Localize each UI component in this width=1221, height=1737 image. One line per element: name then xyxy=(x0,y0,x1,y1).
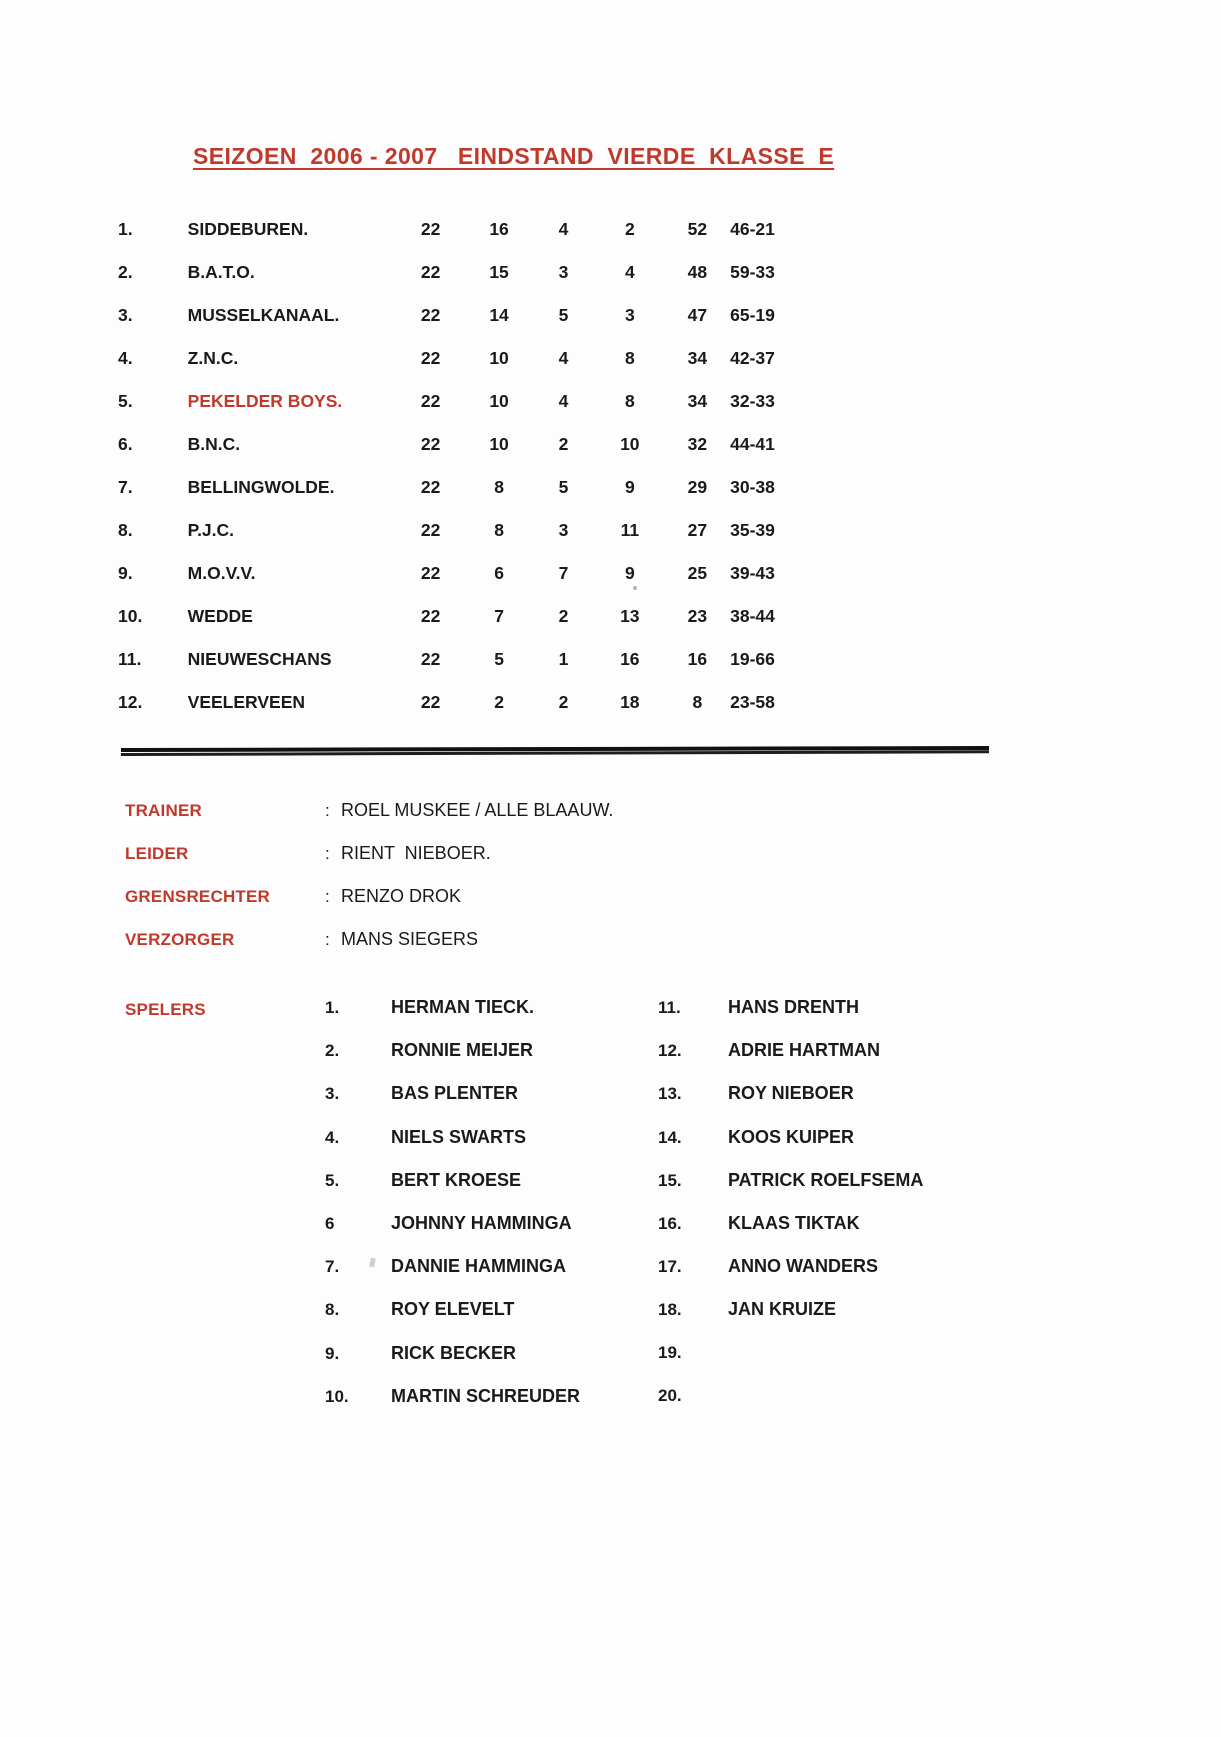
standings-won: 6 xyxy=(494,563,504,583)
table-row xyxy=(118,294,818,337)
list-item xyxy=(325,1170,580,1213)
standings-lost: 9 xyxy=(624,563,635,583)
standings-points: 52 xyxy=(687,219,708,239)
table-row xyxy=(118,638,818,681)
list-item xyxy=(325,1213,580,1256)
list-item xyxy=(325,1256,580,1299)
standings-won: 15 xyxy=(489,262,509,282)
standings-lost: 18 xyxy=(620,692,640,712)
player-number: 18. xyxy=(658,1300,682,1320)
player-number: 11. xyxy=(658,998,681,1017)
staff-role-label: VERZORGER xyxy=(125,930,235,949)
standings-team: WEDDE xyxy=(187,606,253,626)
standings-lost: 4 xyxy=(624,262,635,282)
standings-won: 8 xyxy=(494,520,504,540)
standings-goals: 42-37 xyxy=(730,348,775,368)
standings-drawn: 4 xyxy=(558,219,569,239)
standings-goals: 23-58 xyxy=(730,692,775,712)
standings-drawn: 4 xyxy=(558,348,569,368)
player-number: 20. xyxy=(658,1385,682,1405)
staff-colon: : xyxy=(325,844,330,863)
standings-won: 10 xyxy=(489,434,509,454)
standings-points: 23 xyxy=(687,606,708,626)
players-column-right xyxy=(658,997,923,1429)
table-row xyxy=(118,380,818,423)
page-title: SEIZOEN 2006 - 2007 EINDSTAND VIERDE KLASSE E xyxy=(193,143,835,169)
player-name: KLAAS TIKTAK xyxy=(728,1212,860,1233)
scan-artifact-speck xyxy=(633,586,637,590)
staff-person-name: ROEL MUSKEE / ALLE BLAAUW. xyxy=(341,800,614,820)
standings-won: 8 xyxy=(494,477,504,497)
staff-row xyxy=(125,886,613,929)
standings-goals: 44-41 xyxy=(730,434,775,454)
standings-rank: 2. xyxy=(118,262,133,282)
standings-lost: 13 xyxy=(620,606,640,626)
player-name: DANNIE HAMMINGA xyxy=(391,1256,566,1277)
staff-row xyxy=(125,929,613,972)
player-name: HANS DRENTH xyxy=(728,997,860,1017)
list-item xyxy=(325,1343,580,1386)
list-item xyxy=(658,1386,923,1429)
standings-team: M.O.V.V. xyxy=(187,563,256,583)
section-divider xyxy=(121,748,989,756)
players-column-left xyxy=(325,997,580,1429)
standings-goals: 39-43 xyxy=(730,563,775,583)
player-name: JAN KRUIZE xyxy=(728,1299,837,1320)
standings-rank: 9. xyxy=(118,563,133,583)
standings-team: BELLINGWOLDE. xyxy=(187,477,335,497)
standings-won: 14 xyxy=(489,305,509,325)
standings-table-body xyxy=(118,208,818,724)
list-item xyxy=(325,1299,580,1342)
player-name: ADRIE HARTMAN xyxy=(728,1040,880,1061)
player-number: 19. xyxy=(658,1342,682,1362)
table-row xyxy=(118,466,818,509)
standings-rank: 5. xyxy=(118,391,133,411)
player-name: RONNIE MEIJER xyxy=(391,1040,534,1061)
standings-points: 34 xyxy=(687,391,708,411)
list-item xyxy=(658,1343,923,1386)
player-name: BAS PLENTER xyxy=(391,1083,519,1104)
standings-played: 22 xyxy=(420,434,441,454)
standings-drawn: 2 xyxy=(558,606,569,626)
standings-rank: 12. xyxy=(118,692,143,712)
standings-team: PEKELDER BOYS. xyxy=(187,391,343,411)
list-item xyxy=(325,1083,580,1126)
standings-team: MUSSELKANAAL. xyxy=(187,305,340,325)
staff-person-name: MANS SIEGERS xyxy=(341,929,479,949)
standings-lost: 2 xyxy=(624,219,635,239)
standings-lost: 3 xyxy=(624,305,635,325)
table-row xyxy=(118,208,818,251)
table-row xyxy=(118,337,818,380)
list-item xyxy=(325,997,580,1040)
player-name: ANNO WANDERS xyxy=(728,1256,879,1277)
standings-table xyxy=(118,208,818,724)
list-item xyxy=(325,1386,580,1429)
standings-points: 29 xyxy=(687,477,708,497)
staff-role-label: LEIDER xyxy=(125,844,189,863)
staff-role-label: TRAINER xyxy=(125,801,202,820)
standings-goals: 46-21 xyxy=(730,219,775,239)
player-name: ROY ELEVELT xyxy=(391,1299,515,1320)
player-name: JOHNNY HAMMINGA xyxy=(391,1212,572,1233)
player-number: 7. xyxy=(325,1257,340,1277)
standings-rank: 1. xyxy=(118,219,133,239)
standings-team: SIDDEBUREN. xyxy=(187,219,309,239)
staff-list xyxy=(125,800,613,972)
standings-team: VEELERVEEN xyxy=(187,692,306,712)
standings-played: 22 xyxy=(420,305,441,325)
standings-drawn: 3 xyxy=(558,520,569,540)
standings-played: 22 xyxy=(420,348,441,368)
standings-team: P.J.C. xyxy=(187,520,235,540)
standings-drawn: 2 xyxy=(558,692,569,712)
list-item xyxy=(658,1127,923,1170)
staff-colon: : xyxy=(325,930,330,949)
player-number: 3. xyxy=(325,1084,340,1104)
standings-won: 10 xyxy=(489,391,509,411)
player-name: KOOS KUIPER xyxy=(728,1126,855,1147)
standings-drawn: 5 xyxy=(558,305,569,325)
staff-person-name: RIENT NIEBOER. xyxy=(341,843,491,863)
player-number: 12. xyxy=(658,1041,682,1061)
standings-rank: 8. xyxy=(118,520,133,540)
table-row xyxy=(118,681,818,724)
player-number: 1. xyxy=(325,998,340,1017)
player-name: BERT KROESE xyxy=(391,1169,522,1190)
standings-goals: 65-19 xyxy=(730,305,775,325)
standings-played: 22 xyxy=(420,563,441,583)
standings-won: 10 xyxy=(489,348,509,368)
standings-drawn: 1 xyxy=(558,649,569,669)
player-number: 14. xyxy=(658,1127,682,1147)
standings-points: 8 xyxy=(692,692,703,712)
table-row xyxy=(118,251,818,294)
standings-lost: 8 xyxy=(624,348,635,368)
list-item xyxy=(658,1256,923,1299)
standings-won: 16 xyxy=(489,219,509,239)
standings-lost: 9 xyxy=(624,477,635,497)
standings-drawn: 4 xyxy=(558,391,569,411)
player-number: 9. xyxy=(325,1343,340,1363)
standings-rank: 4. xyxy=(118,348,133,368)
standings-goals: 19-66 xyxy=(730,649,775,669)
list-item xyxy=(658,1170,923,1213)
player-number: 4. xyxy=(325,1127,340,1147)
standings-played: 22 xyxy=(420,262,441,282)
standings-goals: 38-44 xyxy=(730,606,775,626)
standings-drawn: 7 xyxy=(558,563,569,583)
standings-points: 27 xyxy=(687,520,708,540)
player-name: PATRICK ROELFSEMA xyxy=(728,1169,924,1190)
standings-won: 7 xyxy=(494,606,504,626)
staff-row xyxy=(125,800,613,843)
player-name: ROY NIEBOER xyxy=(728,1083,854,1104)
standings-won: 5 xyxy=(494,649,504,669)
standings-played: 22 xyxy=(420,520,441,540)
players-section-label: SPELERS xyxy=(125,1000,206,1019)
standings-rank: 6. xyxy=(118,434,133,454)
standings-points: 16 xyxy=(687,649,708,669)
list-item xyxy=(658,1083,923,1126)
player-name: RICK BECKER xyxy=(391,1342,517,1363)
standings-played: 22 xyxy=(420,219,441,239)
player-number: 13. xyxy=(658,1084,682,1104)
standings-lost: 16 xyxy=(620,649,640,669)
standings-points: 25 xyxy=(687,563,708,583)
player-number: 15. xyxy=(658,1170,682,1190)
standings-won: 2 xyxy=(494,692,504,712)
staff-row xyxy=(125,843,613,886)
staff-colon: : xyxy=(325,887,330,906)
standings-played: 22 xyxy=(420,477,441,497)
player-name: NIELS SWARTS xyxy=(391,1126,527,1147)
standings-played: 22 xyxy=(420,692,441,712)
list-item xyxy=(658,997,923,1040)
standings-points: 32 xyxy=(687,434,708,454)
standings-team: B.A.T.O. xyxy=(187,262,255,282)
standings-rank: 10. xyxy=(118,606,143,626)
standings-points: 48 xyxy=(687,262,708,282)
table-row xyxy=(118,595,818,638)
standings-rank: 3. xyxy=(118,305,133,325)
player-number: 5. xyxy=(325,1170,340,1190)
standings-lost: 8 xyxy=(624,391,635,411)
standings-lost: 10 xyxy=(620,434,640,454)
standings-team: B.N.C. xyxy=(187,434,241,454)
list-item xyxy=(658,1213,923,1256)
list-item xyxy=(325,1040,580,1083)
player-number: 8. xyxy=(325,1300,340,1320)
standings-drawn: 3 xyxy=(558,262,569,282)
standings-goals: 32-33 xyxy=(730,391,775,411)
player-number: 6 xyxy=(325,1213,335,1233)
standings-rank: 11. xyxy=(118,649,142,669)
standings-drawn: 5 xyxy=(558,477,569,497)
list-item xyxy=(658,1040,923,1083)
player-name: HERMAN TIECK. xyxy=(391,997,534,1017)
table-row xyxy=(118,509,818,552)
standings-team: Z.N.C. xyxy=(187,348,239,368)
standings-drawn: 2 xyxy=(558,434,569,454)
player-number: 10. xyxy=(325,1386,349,1406)
table-row xyxy=(118,552,818,595)
standings-points: 34 xyxy=(687,348,708,368)
standings-lost: 11 xyxy=(620,520,640,540)
standings-goals: 59-33 xyxy=(730,262,775,282)
standings-rank: 7. xyxy=(118,477,133,497)
standings-goals: 35-39 xyxy=(730,520,775,540)
staff-person-name: RENZO DROK xyxy=(341,886,462,906)
player-number: 16. xyxy=(658,1213,682,1233)
player-number: 2. xyxy=(325,1041,340,1061)
standings-played: 22 xyxy=(420,391,441,411)
list-item xyxy=(325,1127,580,1170)
staff-role-label: GRENSRECHTER xyxy=(125,887,271,906)
staff-colon: : xyxy=(325,801,330,820)
standings-played: 22 xyxy=(420,649,441,669)
table-row xyxy=(118,423,818,466)
standings-points: 47 xyxy=(687,305,708,325)
standings-goals: 30-38 xyxy=(730,477,775,497)
standings-team: NIEUWESCHANS xyxy=(187,649,332,669)
player-name: MARTIN SCHREUDER xyxy=(391,1385,580,1406)
standings-played: 22 xyxy=(420,606,441,626)
player-number: 17. xyxy=(658,1257,682,1277)
list-item xyxy=(658,1299,923,1342)
